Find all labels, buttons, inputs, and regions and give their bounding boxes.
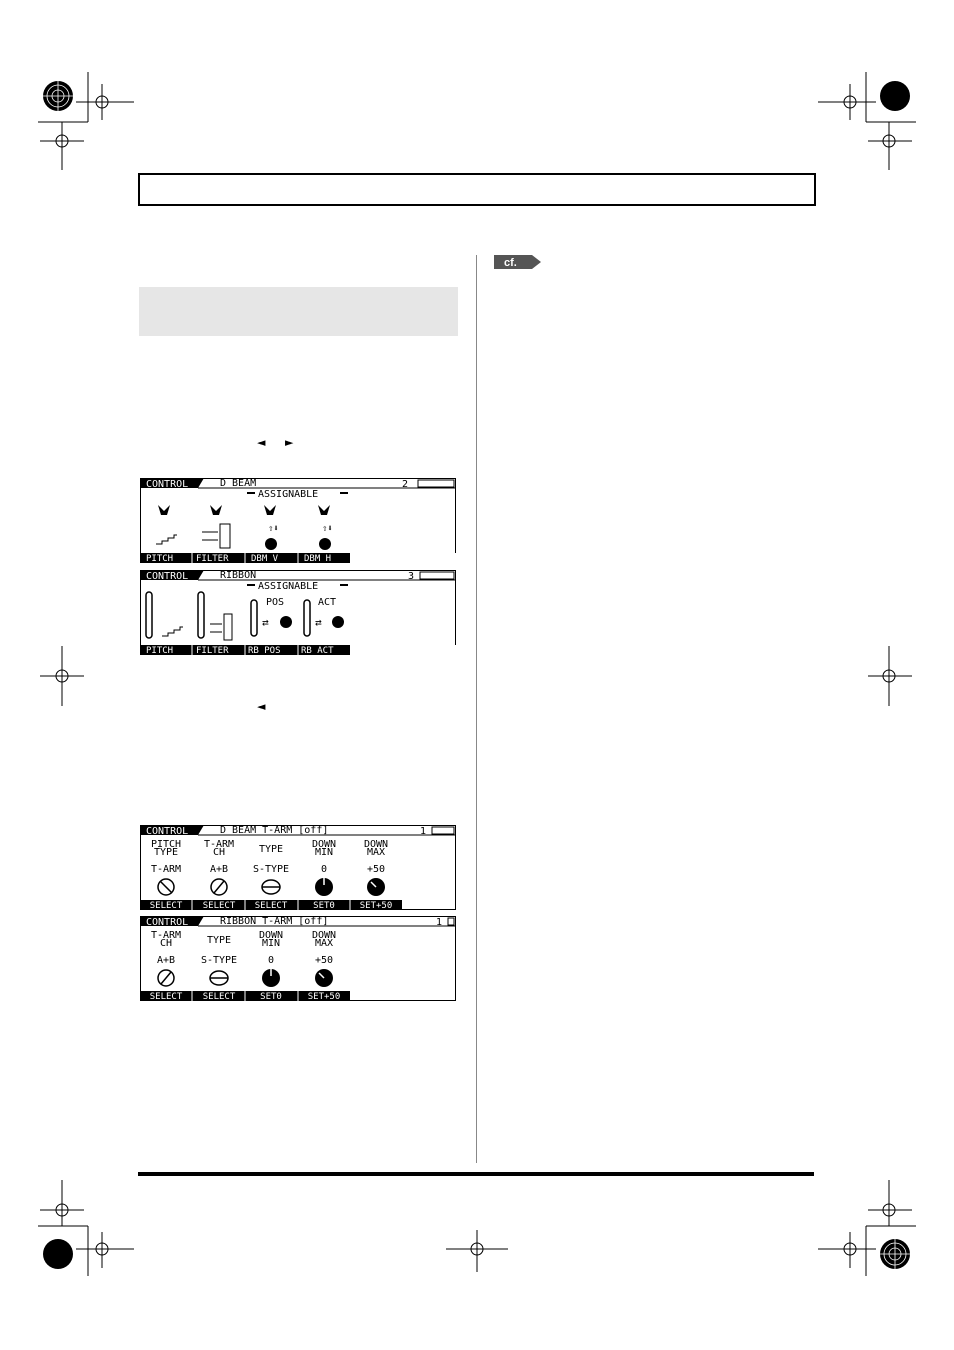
param-label: T-ARM [150,930,182,941]
param-label: TYPE [206,935,232,946]
tab-pitch[interactable]: PITCH [146,646,174,655]
cf-badge [494,254,544,270]
param-label: MIN [314,847,334,858]
section-heading-band [139,287,458,336]
page-number: 1 [436,917,443,928]
arrow-left-icon: ◄ [257,436,266,449]
knob-icon [332,616,344,628]
tab-filter[interactable]: FILTER [196,554,229,563]
page-number: 1 [420,826,427,837]
select-button[interactable]: SELECT [149,992,183,1001]
select-button[interactable]: SELECT [202,901,236,910]
tab-dbm-v[interactable]: DBM V [251,554,279,563]
set0-button[interactable]: SET0 [260,992,282,1001]
lcd-header: CONTROL [146,826,189,837]
swap-arrow-icon: ⇄ [262,616,269,629]
param-label: DOWN [311,930,337,941]
lcd-header: CONTROL [146,917,189,928]
column-divider [476,255,477,1163]
tab-filter[interactable]: FILTER [196,646,229,655]
param-value: S-TYPE [200,955,238,966]
select-button[interactable]: SELECT [202,992,236,1001]
arrow-right-icon: ► [285,436,294,449]
updown-arrow-icon: ⇧⬇ [268,524,279,534]
select-button[interactable]: SELECT [149,901,183,910]
set0-button[interactable]: SET0 [313,901,335,910]
param-label: DOWN [311,839,337,850]
set50-button[interactable]: SET+50 [307,992,341,1001]
param-value: A+B [209,864,229,875]
knob-icon [319,538,331,550]
set50-button[interactable]: SET+50 [359,901,393,910]
page-number: 2 [402,479,409,490]
param-label: T-ARM [203,839,235,850]
cf-label: cf. [504,257,517,269]
lcd-ribbon-tarm [140,916,456,1001]
lcd-title: RIBBON [220,570,257,581]
assignable-label: ASSIGNABLE [258,489,319,500]
param-label: TYPE [258,844,284,855]
lcd-dbeam [140,478,456,563]
param-label: MAX [314,938,334,949]
select-button[interactable]: SELECT [254,901,288,910]
param-value: 0 [267,955,275,966]
footer-rule [138,1172,814,1176]
param-value: +50 [366,864,386,875]
param-value: 0 [320,864,328,875]
param-label: MAX [366,847,386,858]
act-label: ACT [318,597,337,608]
param-label: DOWN [363,839,389,850]
page-number: 3 [408,571,415,582]
param-value: T-ARM [150,864,182,875]
updown-arrow-icon: ⇧⬇ [322,524,333,534]
param-label: MIN [261,938,281,949]
param-value: +50 [314,955,334,966]
param-label: CH [212,847,226,858]
lcd-title: D BEAM [220,478,257,489]
arrow-left-icon: ◄ [257,700,266,713]
pos-label: POS [266,597,285,608]
header-box [138,173,816,206]
lcd-header: CONTROL [146,479,189,490]
param-label: CH [159,938,173,949]
lcd-title: D BEAM T-ARM [off] [220,825,329,836]
tab-rb-pos[interactable]: RB POS [248,646,281,655]
tab-dbm-h[interactable]: DBM H [304,554,332,563]
lcd-header: CONTROL [146,571,189,582]
knob-icon [280,616,292,628]
lcd-ribbon [140,570,456,655]
knob-icon [265,538,277,550]
assignable-label: ASSIGNABLE [258,581,319,592]
param-value: A+B [156,955,176,966]
tab-pitch[interactable]: PITCH [146,554,174,563]
param-value: S-TYPE [252,864,290,875]
swap-arrow-icon: ⇄ [315,616,322,629]
lcd-dbeam-tarm [140,825,456,910]
lcd-title: RIBBON T-ARM [off] [220,916,329,927]
param-label: DOWN [258,930,284,941]
tab-rb-act[interactable]: RB ACT [301,646,334,655]
param-label: PITCH [150,839,182,850]
param-label: TYPE [153,847,179,858]
